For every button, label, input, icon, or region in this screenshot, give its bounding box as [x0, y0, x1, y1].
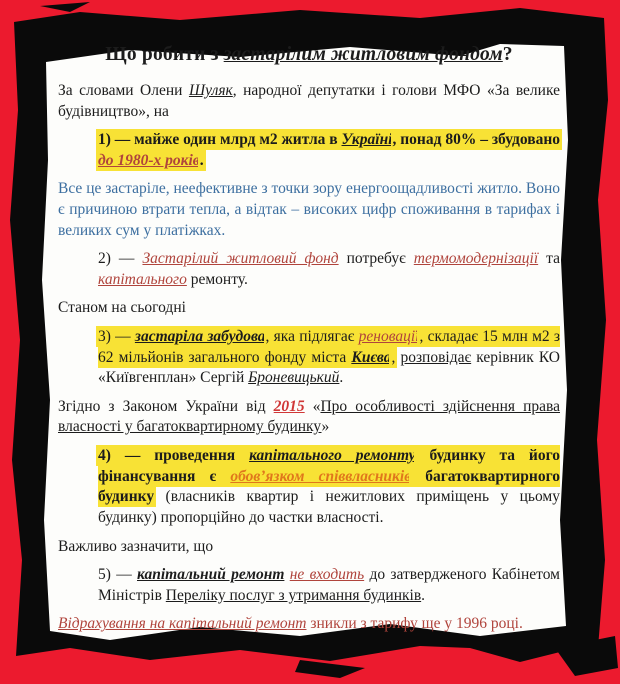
text-segment: будинку та його фінансування є	[98, 447, 561, 485]
text-segment: застаріла забудова	[134, 328, 266, 346]
text-segment: , понад 80% – збудовано	[392, 131, 561, 149]
text-segment: не входить	[289, 566, 365, 584]
text-segment: Про особливості здійснення права власності у багатоквартирному будинку	[58, 397, 560, 436]
paragraph-conclusion	[58, 614, 560, 635]
text-segment: 4) — проведення	[98, 447, 250, 465]
text-segment: потребує	[338, 250, 414, 268]
text-segment: Києва	[351, 348, 392, 366]
text-segment: , яка підлягає	[265, 328, 359, 346]
text-segment: капітального ремонту	[249, 447, 416, 465]
text-segment: багатоквартирного будинку	[98, 467, 561, 506]
text-segment: до 1980-х років	[98, 151, 200, 169]
list-item-3	[98, 327, 560, 389]
list-item-4	[98, 446, 560, 528]
text-segment: реновації	[358, 328, 420, 346]
text-segment: керівник КО «Київгенплан» Сергій	[98, 348, 560, 387]
text-segment: , народної депутатки і голови МФО «За велике будівництво», на	[58, 81, 560, 120]
paragraph-law-2015	[58, 397, 560, 438]
paragraph-as-of-today	[58, 298, 560, 319]
text-segment: «	[304, 397, 321, 415]
text-segment: »	[321, 418, 330, 436]
text-segment: , складає 15 млн м2 з 62 мільйонів загального фонду міста	[98, 328, 560, 366]
text-segment: 2015	[273, 397, 305, 415]
text-segment: Важливо зазначити, що	[58, 537, 214, 555]
list-item-1	[98, 130, 560, 171]
text-segment: Станом на сьогодні	[58, 299, 186, 317]
text-segment: Що робити з	[105, 44, 224, 65]
text-segment: За словами Олени	[58, 81, 189, 99]
text-segment: 2) —	[98, 250, 143, 268]
text-segment: зникли з тарифу ще у 1996 році.	[306, 615, 523, 633]
text-segment: 1) — майже один млрд м2 житла в	[98, 131, 342, 149]
text-segment: Все це застаріле, неефективне з точки зору енергоощадливості житло. Воно є причиною втрати тепла, а відтак – високих цифр споживання в тарифах і великих сум у платіжках.	[58, 180, 560, 239]
text-segment: ,	[391, 348, 396, 366]
text-segment: до затвердженого Кабінетом Міністрів	[98, 566, 560, 604]
text-segment: .	[339, 369, 344, 387]
page-title	[58, 42, 560, 68]
text-segment: Переліку послуг з утримання будинків	[165, 586, 422, 604]
paragraph-important-note	[58, 537, 560, 558]
text-segment: Згідно з Законом України від	[58, 397, 274, 415]
text-segment: розповідає	[400, 348, 472, 366]
text-segment: застарілим житловим фондом	[223, 44, 503, 65]
text-segment: 5) —	[98, 566, 137, 584]
text-segment: обов’язком співвласників	[230, 467, 412, 485]
text-segment: та	[538, 250, 560, 268]
paragraph-blue-note	[58, 179, 560, 241]
list-item-2	[98, 249, 560, 290]
text-segment: .	[421, 586, 426, 604]
text-segment: Застарілий житловий фонд	[142, 250, 339, 268]
text-segment: (власників квартир і нежитлових приміщень у цьому будинку) пропорційно до частки власності.	[98, 488, 560, 526]
text-segment: термомодернізації	[413, 250, 539, 268]
text-segment: ?	[502, 44, 513, 65]
text-segment: Броневицький	[248, 369, 340, 387]
text-segment: Шуляк	[188, 81, 233, 99]
paragraph-intro	[58, 81, 560, 122]
text-segment: ремонту.	[186, 270, 248, 288]
text-segment: .	[199, 151, 204, 169]
text-segment: Україні	[341, 131, 393, 149]
text-segment: Відрахування на капітальний ремонт	[58, 615, 307, 633]
paper-content	[58, 40, 560, 643]
list-item-5	[98, 565, 560, 606]
text-segment: капітального	[98, 270, 187, 288]
text-segment: 3) —	[98, 328, 135, 346]
text-segment: капітальний ремонт	[137, 566, 285, 584]
